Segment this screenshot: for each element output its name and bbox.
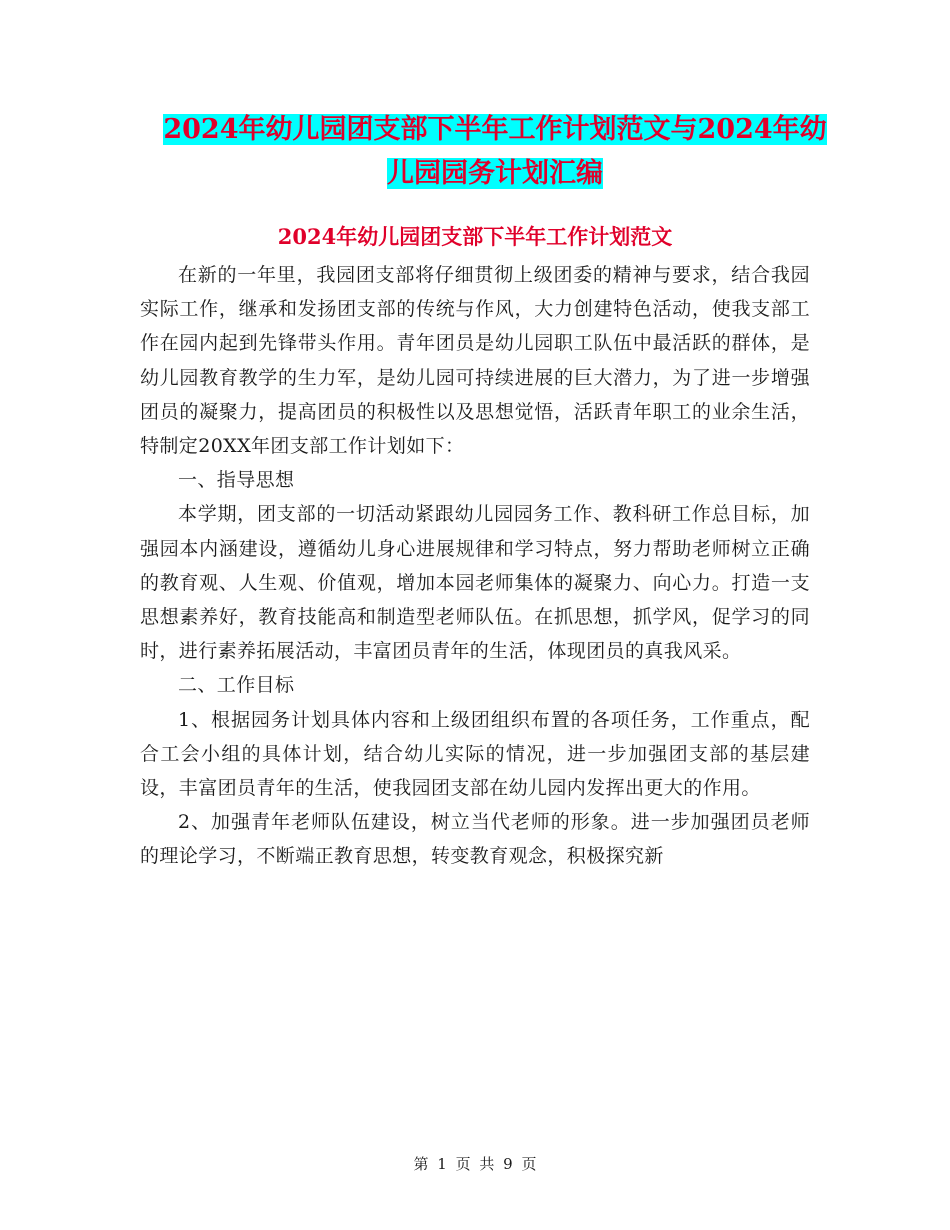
document-title	[140, 108, 850, 196]
title-line-2: 儿园园务计划汇编	[387, 158, 603, 189]
paragraph-goal-2: 2、加强青年老师队伍建设，树立当代老师的形象。进一步加强团员老师的理论学习，不断端正教育思想，转变教育观念，积极探究新	[140, 811, 810, 868]
page-footer: 第 1 页 共 9 页	[413, 1155, 537, 1173]
paragraph-goal-1: 1、根据园务计划具体内容和上级团组织布置的各项任务，工作重点，配合工会小组的具体计划，结合幼儿实际的情况，进一步加强团支部的基层建设，丰富团员青年的生活，使我园团支部在幼儿园内发挥出更大的作用。	[140, 708, 810, 800]
heading-work-goals: 二、工作目标	[178, 674, 295, 697]
title-line-1: 2024年幼儿园团支部下半年工作计划范文与2024年幼	[163, 114, 827, 145]
document-body	[140, 258, 810, 874]
section-title: 2024年幼儿园团支部下半年工作计划范文	[277, 224, 673, 249]
paragraph-guiding-ideology: 本学期，团支部的一切活动紧跟幼儿园园务工作、教科研工作总目标，加强园本内涵建设，遵循幼儿身心进展规律和学习特点，努力帮助老师树立正确的教育观、人生观、价值观，增加本园老师集体的凝聚力、向心力。打造一支思想素养好，教育技能高和制造型老师队伍。在抓思想，抓学风，促学习的同时，进行素养拓展活动，丰富团员青年的生活，体现团员的真我风采。	[140, 503, 810, 663]
paragraph-intro: 在新的一年里，我园团支部将仔细贯彻上级团委的精神与要求，结合我园实际工作，继承和发扬团支部的传统与作风，大力创建特色活动，使我支部工作在园内起到先锋带头作用。青年团员是幼儿园职工队伍中最活跃的群体，是幼儿园教育教学的生力军，是幼儿园可持续进展的巨大潜力，为了进一步增强团员的凝聚力，提高团员的积极性以及思想觉悟，活跃青年职工的业余生活，特制定20XX年团支部工作计划如下：	[140, 264, 810, 458]
heading-guiding-ideology: 一、指导思想	[178, 469, 295, 492]
